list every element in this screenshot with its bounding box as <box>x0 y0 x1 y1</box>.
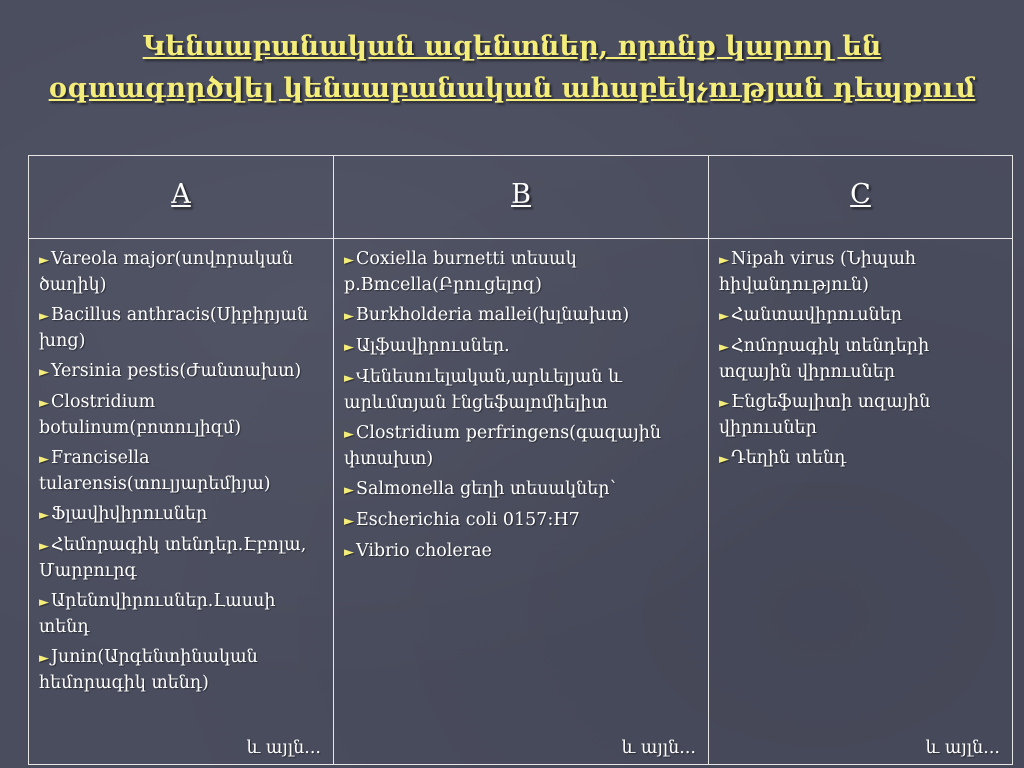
list-item-text: Դեղին տենդ <box>731 448 847 468</box>
list-item-text: Vareola major(սովորական ծաղիկ) <box>39 249 294 295</box>
list-item-text: Հանտավիրուսներ <box>731 305 903 325</box>
list-item-text: Nipah virus (Նիպահ հիվանդություն) <box>719 249 917 295</box>
triangle-right-icon: ► <box>344 309 354 324</box>
list-item <box>39 533 327 584</box>
list-item <box>39 589 327 640</box>
list-item <box>344 421 702 472</box>
column-a-list <box>29 239 333 696</box>
list-item <box>344 334 702 360</box>
list-item <box>719 446 1006 472</box>
list-item <box>39 645 327 696</box>
triangle-right-icon: ► <box>344 253 354 268</box>
column-c-list <box>709 239 1012 472</box>
content-row <box>29 239 1013 765</box>
triangle-right-icon: ► <box>344 427 354 442</box>
triangle-right-icon: ► <box>344 340 354 355</box>
more-text: և այլն... <box>621 738 696 758</box>
list-item <box>719 390 1006 441</box>
header-row <box>29 156 1013 239</box>
list-item-text: Հեմորագիկ տենդեր.Էբոլա, Մարբուրգ <box>39 535 307 581</box>
slide-title <box>40 26 984 110</box>
column-b-list <box>334 239 708 565</box>
list-item <box>344 539 702 565</box>
list-item-text: Հոմորագիկ տենդերի տզային վիրուսներ <box>719 336 930 382</box>
triangle-right-icon: ► <box>39 539 49 554</box>
slide-title-line-1: Կենսաբանական ազենտներ, որոնք կարող են <box>142 31 882 62</box>
list-item <box>39 446 327 497</box>
column-header-b: B <box>334 156 709 239</box>
more-text: և այլն... <box>925 738 1000 758</box>
column-header-a: A <box>29 156 334 239</box>
list-item <box>39 390 327 441</box>
list-item-text: Ֆլավիվիրուսներ <box>51 504 208 524</box>
triangle-right-icon: ► <box>39 595 49 610</box>
list-item-text: Clostridium botulinum(բոտուլիզմ) <box>39 392 242 438</box>
list-item-text: Escherichia coli 0157:H7 <box>356 510 580 530</box>
triangle-right-icon: ► <box>344 514 354 529</box>
triangle-right-icon: ► <box>39 452 49 467</box>
triangle-right-icon: ► <box>39 253 49 268</box>
list-item-text: Արենովիրուսներ.Լասսի տենդ <box>39 591 276 637</box>
triangle-right-icon: ► <box>39 396 49 411</box>
list-item-text: Vibrio cholerae <box>356 541 492 561</box>
column-a-cell <box>29 239 334 765</box>
list-item-text: Coxiella burnetti տեսակ p.Bmcella(Բրուցելոզ) <box>344 249 577 295</box>
column-c-cell <box>709 239 1013 765</box>
list-item <box>344 303 702 329</box>
list-item <box>719 247 1006 298</box>
list-item-text: Burkholderia mallei(խլնախտ) <box>356 305 630 325</box>
list-item <box>344 247 702 298</box>
column-b-cell <box>334 239 709 765</box>
list-item <box>719 303 1006 329</box>
triangle-right-icon: ► <box>39 651 49 666</box>
triangle-right-icon: ► <box>344 545 354 560</box>
agents-table <box>28 155 1013 765</box>
list-item-text: Clostridium perfringens(գազային փտախտ) <box>344 423 662 469</box>
triangle-right-icon: ► <box>344 483 354 498</box>
list-item <box>39 502 327 528</box>
list-item-text: Էնցեֆալիտի տզային վիրուսներ <box>719 392 931 438</box>
list-item <box>344 508 702 534</box>
list-item <box>39 359 327 385</box>
triangle-right-icon: ► <box>719 452 729 467</box>
list-item-text: Francisella tularensis(տուլյարեմիյա) <box>39 448 271 494</box>
list-item <box>344 477 702 503</box>
list-item-text: Salmonella ցեղի տեսակներ՝ <box>356 479 616 499</box>
triangle-right-icon: ► <box>39 508 49 523</box>
list-item <box>344 365 702 416</box>
list-item-text: Yersinia pestis(Ժանտախտ) <box>51 361 302 381</box>
triangle-right-icon: ► <box>39 309 49 324</box>
column-header-c: C <box>709 156 1013 239</box>
list-item <box>39 247 327 298</box>
triangle-right-icon: ► <box>344 371 354 386</box>
slide-title-line-2: օգտագործվել կենսաբանական ահաբեկչության դեպքում <box>48 73 976 104</box>
list-item <box>39 303 327 354</box>
triangle-right-icon: ► <box>39 365 49 380</box>
triangle-right-icon: ► <box>719 309 729 324</box>
more-text: և այլն... <box>246 738 321 758</box>
list-item-text: Ալֆավիրուսներ. <box>356 336 510 356</box>
triangle-right-icon: ► <box>719 340 729 355</box>
triangle-right-icon: ► <box>719 253 729 268</box>
list-item <box>719 334 1006 385</box>
list-item-text: Վենեսուելական,արևելյան և արևմտյան էնցեֆալոմիելիտ <box>344 367 622 413</box>
triangle-right-icon: ► <box>719 396 729 411</box>
list-item-text: Junin(Արգենտինական հեմորագիկ տենդ) <box>39 647 258 693</box>
list-item-text: Bacillus anthracis(Սիբիրյան խոց) <box>39 305 309 351</box>
